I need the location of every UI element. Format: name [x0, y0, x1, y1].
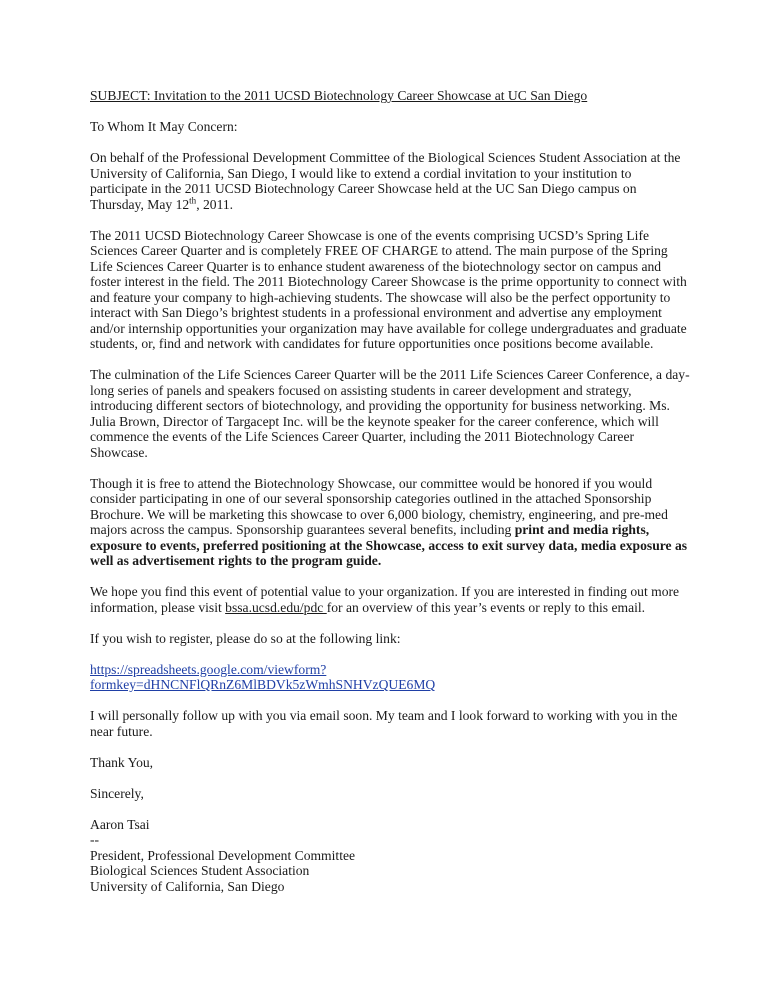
- sponsorship-text: Though it is free to attend the Biotechnology Showcase, our committee would be honored if you would consider participating in one of our several sponsorship categories outlined in the attached Sponsorship Brochure. We will be marketing this showcase to over 6,000 biology, chemistry, engineering, and pre-med majors across the campus. Sponsorship guarantees several benefits, including: [90, 475, 668, 537]
- pdc-link[interactable]: bssa.ucsd.edu/pdc: [225, 599, 327, 615]
- signature-name: Aaron Tsai: [90, 816, 150, 832]
- paragraph-follow-up: I will personally follow up with you via email soon. My team and I look forward to working with you in the near future.: [90, 708, 678, 739]
- register-link-block: [90, 662, 690, 693]
- paragraph-career-conference: The culmination of the Life Sciences Career Quarter will be the 2011 Life Sciences Career Conference, a day-long series of panels and speakers focused on assisting students in career development and strategy, introducing different sectors of biotechnology, and providing the opportunity for business networking. Ms. Julia Brown, Director of Targacept Inc. will be the keynote speaker for the career conference, which will commence the events of the Life Sciences Career Quarter, including the 2011 Biotechnology Career Showcase.: [90, 367, 690, 460]
- more-info-text: We hope you find this event of potential value to your organization. If you are interested in finding out more information, please visit: [90, 584, 680, 615]
- paragraph-register: If you wish to register, please do so at the following link:: [90, 630, 401, 646]
- paragraph-showcase-description: The 2011 UCSD Biotechnology Career Showcase is one of the events comprising UCSD’s Spring Life Sciences Career Quarter and is completely FREE OF CHARGE to attend. The main purpose of the Spring Life Sciences Career Quarter is to enhance student awareness of the biotechnology sector on campus and foster interest in the field. The 2011 Biotechnology Career Showcase is the prime opportunity to connect with and feature your company to high-achieving students. The showcase will also be the perfect opportunity to interact with San Diego’s brightest students in a professional environment and advertise any employment and/or internship opportunities your organization may have available for college undergraduates and graduate students, or, find and network with candidates for future opportunities once positions become available.: [90, 227, 687, 351]
- signature-organization: Biological Sciences Student Association: [90, 863, 310, 878]
- paragraph-invitation-end: , 2011.: [196, 196, 234, 212]
- closing-line: Sincerely,: [90, 785, 144, 801]
- salutation: To Whom It May Concern:: [90, 119, 238, 134]
- signature-block: [90, 817, 690, 895]
- register-link-line-2[interactable]: formkey=dHNCNFlQRnZ6MlBDVk5zWmhSNHVzQUE6MQ: [90, 677, 436, 692]
- thanks-line: Thank You,: [90, 754, 154, 770]
- sponsorship-benefits: print and media rights, exposure to events, preferred positioning at the Showcase, access to exit survey data, media exposure as well as advertisement rights to the program guide.: [90, 522, 688, 568]
- paragraph-invitation-text: On behalf of the Professional Development Committee of the Biological Sciences Student Association at the University of California, San Diego, I would like to extend a cordial invitation to your institution to participate in the 2011 UCSD Biotechnology Career Showcase held at the UC San Diego campus on Thursday, May 12: [90, 150, 681, 212]
- paragraph-more-info: [90, 584, 690, 615]
- register-link-line-1[interactable]: https://spreadsheets.google.com/viewform?: [90, 661, 327, 677]
- ordinal-suffix: th: [189, 194, 197, 205]
- signature-university: University of California, San Diego: [90, 878, 285, 894]
- signature-separator: --: [90, 832, 100, 847]
- subject-text: SUBJECT: Invitation to the 2011 UCSD Biotechnology Career Showcase at UC San Diego: [90, 88, 588, 103]
- subject-line: [90, 88, 690, 104]
- paragraph-sponsorship: [90, 476, 690, 569]
- more-info-end: for an overview of this year’s events or reply to this email.: [326, 599, 646, 615]
- letter-page: [90, 88, 690, 910]
- signature-title: President, Professional Development Committee: [90, 847, 356, 863]
- paragraph-invitation: [90, 150, 690, 212]
